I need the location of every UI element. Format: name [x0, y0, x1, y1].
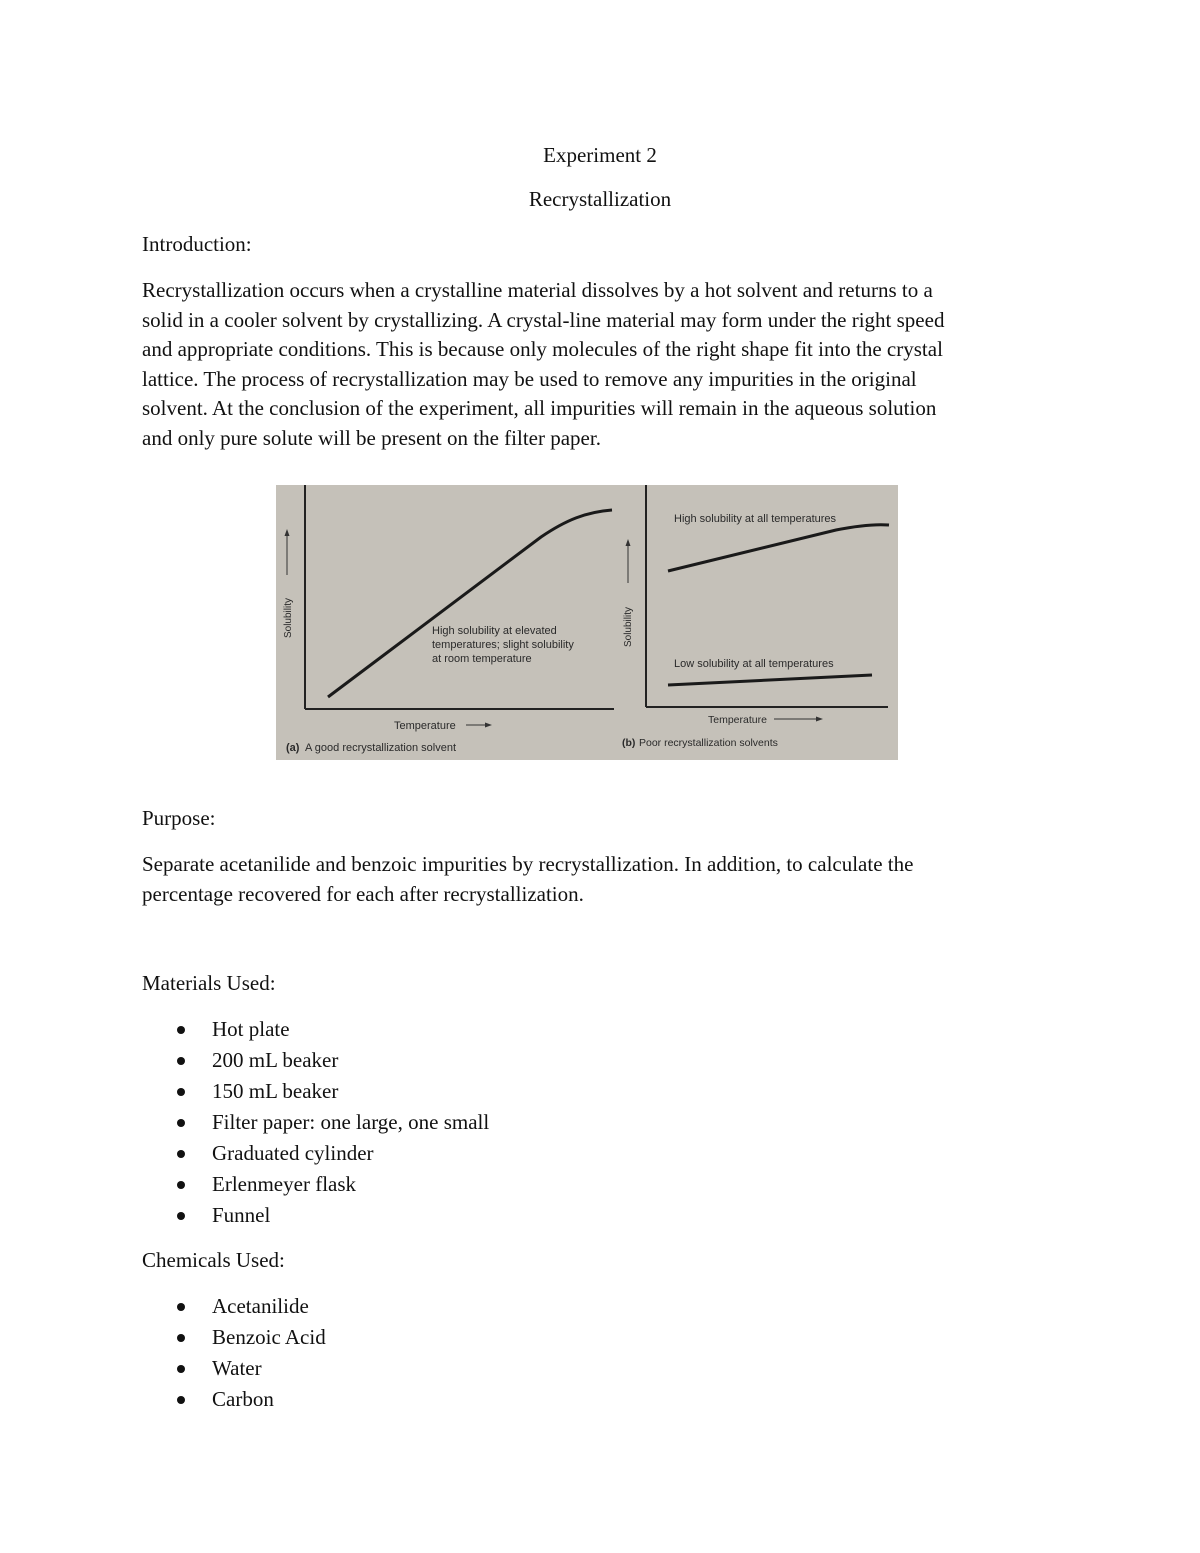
panel-b-low-label: Low solubility at all temperatures: [674, 658, 834, 670]
panel-a-annotation-line: High solubility at elevated: [432, 625, 557, 637]
list-item: Benzoic Acid: [142, 1322, 326, 1353]
panel-a-caption: A good recrystallization solvent: [305, 742, 457, 754]
list-item: Carbon: [142, 1384, 326, 1415]
purpose-paragraph: [142, 850, 1062, 909]
solubility-figure-svg: [276, 485, 898, 760]
panel-b-caption: Poor recrystallization solvents: [639, 737, 778, 749]
list-item: Acetanilide: [142, 1291, 326, 1322]
panel-b-caption-tag: (b): [622, 737, 636, 749]
paragraph-line: solid in a cooler solvent by crystallizing. A crystal-line material may form under the right speed: [142, 307, 945, 332]
document-title: Experiment 2: [543, 143, 657, 167]
panel-b-x-label: Temperature: [708, 714, 767, 726]
bullet-icon: [177, 1088, 185, 1096]
chemicals-heading: Chemicals Used:: [142, 1248, 285, 1272]
bullet-icon: [177, 1334, 185, 1342]
bullet-icon: [177, 1057, 185, 1065]
bullet-icon: [177, 1396, 185, 1404]
paragraph-line: Separate acetanilide and benzoic impurities by recrystallization. In addition, to calculate the: [142, 852, 914, 876]
solubility-figure: [276, 485, 898, 760]
materials-heading: Materials Used:: [142, 971, 276, 995]
chemicals-list: [142, 1291, 326, 1415]
paragraph-line: solvent. At the conclusion of the experiment, all impurities will remain in the aqueous solution: [142, 396, 937, 420]
list-item: Water: [142, 1353, 326, 1384]
paragraph-line: and appropriate conditions. This is because only molecules of the right shape fit into the crystal: [142, 337, 943, 361]
bullet-icon: [177, 1365, 185, 1373]
materials-list: [142, 1014, 489, 1231]
bullet-icon: [177, 1212, 185, 1220]
bullet-icon: [177, 1303, 185, 1311]
document-subtitle: Recrystallization: [528, 187, 672, 211]
paragraph-line: and only pure solute will be present on the filter paper.: [142, 425, 601, 450]
list-item: Funnel: [142, 1200, 489, 1231]
paragraph-line: percentage recovered for each after recrystallization.: [142, 881, 584, 906]
list-item: 150 mL beaker: [142, 1076, 489, 1107]
list-item: Hot plate: [142, 1014, 489, 1045]
bullet-icon: [177, 1181, 185, 1189]
panel-a-y-label: Solubility: [283, 597, 294, 639]
panel-a-annotation-line: temperatures; slight solubility: [432, 639, 574, 651]
panel-a-annotation-line: at room temperature: [432, 653, 532, 665]
purpose-heading: Purpose:: [142, 806, 216, 830]
list-item: 200 mL beaker: [142, 1045, 489, 1076]
panel-b-y-label: Solubility: [623, 606, 634, 648]
panel-a-x-label: Temperature: [394, 720, 456, 732]
paragraph-line: Recrystallization occurs when a crystalline material dissolves by a hot solvent and returns to a: [142, 278, 933, 302]
panel-a-caption-tag: (a): [286, 742, 300, 754]
bullet-icon: [177, 1026, 185, 1034]
paragraph-line: lattice. The process of recrystallization may be used to remove any impurities in the original: [142, 366, 917, 391]
list-item: Erlenmeyer flask: [142, 1169, 489, 1200]
introduction-paragraph: [142, 276, 1062, 453]
bullet-icon: [177, 1119, 185, 1127]
bullet-icon: [177, 1150, 185, 1158]
list-item: Filter paper: one large, one small: [142, 1107, 489, 1138]
panel-b-high-label: High solubility at all temperatures: [674, 513, 837, 525]
introduction-heading: Introduction:: [142, 232, 252, 256]
list-item: Graduated cylinder: [142, 1138, 489, 1169]
